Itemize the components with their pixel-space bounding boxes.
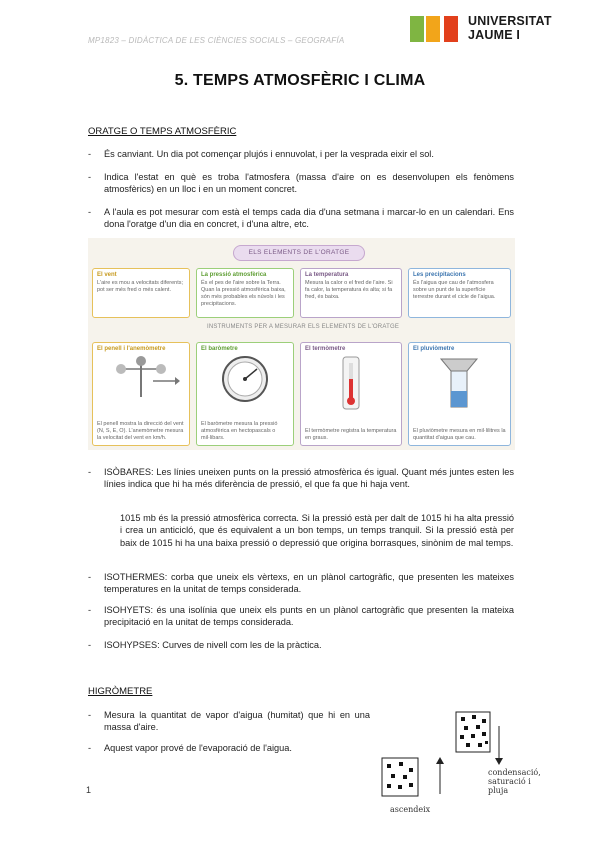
university-logo bbox=[410, 14, 580, 44]
weather-elements-infographic bbox=[88, 238, 515, 450]
element-card-pressure: La pressió atmosfèrica És el pes de l'aire sobre la Terra. Quan la pressió atmosfèrica baixa, són més probables els núvols i les precipitacions. bbox=[196, 268, 294, 318]
section-heading-weather: ORATGE O TEMPS ATMOSFÈRIC bbox=[88, 126, 237, 137]
section-heading-hygrometer: HIGRÒMETRE bbox=[88, 686, 153, 697]
air-mass-sketch bbox=[378, 708, 548, 823]
page-title: 5. TEMPS ATMOSFÈRIC I CLIMA bbox=[174, 72, 426, 89]
course-header: MP1823 – DIDÀCTICA DE LES CIÈNCIES SOCIALS – GEOGRAFÍA bbox=[88, 36, 345, 45]
bullet-item-isobares: - ISÒBARES: Les línies uneixen punts on la pressió atmosfèrica és igual. Quant més juntes esten les línies indica que hi ha més diferència de pressió, el que fa que hi haja vent. bbox=[104, 466, 514, 491]
instrument-card-barometer: El baròmetre El baròmetre mesura la pressió atmosfèrica en hectopascals o mil·libars. bbox=[196, 342, 294, 446]
bullet-item: - És canviant. Un dia pot començar plujós i ennuvolat, i per la vesprada eixir el sol. bbox=[104, 148, 514, 160]
bullet-item: - A l'aula es pot mesurar com està el temps cada dia d'una setmana i marcar-lo en un calendari. Ens dona l'oratge d'un dia en concret, i d'una altre, etc. bbox=[104, 206, 514, 231]
humid-particles bbox=[387, 762, 413, 789]
barometer-icon bbox=[205, 355, 285, 403]
bullet-item: - Mesura la quantitat de vapor d'aigua (humitat) que hi en una massa d'aire. bbox=[104, 709, 370, 734]
page-number: 1 bbox=[86, 785, 92, 795]
infographic-subtitle: INSTRUMENTS PER A MESURAR ELS ELEMENTS DE L'ORATGE bbox=[206, 324, 400, 330]
element-card-wind: El vent L'aire es mou a velocitats diferents; pot ser més fred o més calent. bbox=[92, 268, 190, 318]
instrument-card-pluviometer: El pluviòmetre El pluviòmetre mesura en mil·lilitres la quantitat d'aigua que cau. bbox=[408, 342, 511, 446]
thermometer-icon bbox=[309, 355, 393, 411]
bullet-item-isothermes: - ISOTHERMES: corba que uneix els vèrtexs, en un plànol cartogràfic, que presenten les mateixes temperatures en la unitat de temps considerada. bbox=[104, 571, 514, 596]
logo-j-orange bbox=[426, 16, 440, 42]
element-card-precipitation: Les precipitacions És l'aigua que cau de l'atmosfera sobre un punt de la superfície terrestre durant el cicle de l'aigua. bbox=[408, 268, 511, 318]
instrument-card-wind: El penell i l'anemòmetre El penell mostra la direcció del vent (N, S, E, O). L'anemòmetre mesura la velocitat del vent en km/h. bbox=[92, 342, 190, 446]
logo-u-green bbox=[410, 16, 424, 42]
logo-wordmark: UNIVERSITAT JAUME I bbox=[468, 14, 552, 42]
element-card-temperature: La temperatura Mesura la calor o el fred de l'aire. Si fa calor, la temperatura és alta; si fa fred, és baixa. bbox=[300, 268, 402, 318]
pluviometer-icon bbox=[417, 355, 501, 411]
infographic-title: ELS ELEMENTS DE L'ORATGE bbox=[233, 245, 365, 261]
condensation-label: condensació, saturació i pluja bbox=[488, 768, 541, 795]
isobares-detail: 1015 mb és la pressió atmosfèrica correcta. Si la pressió està per dalt de 1015 hi ha alta pressió i crea un anticicló, que és equivalent a un bon temps, un temps tranquil. Si la pressió està per baix de 1015 hi ha una baixa pressió o depressió que origina borrasques, sinònim de mal temps. bbox=[120, 513, 514, 548]
bullet-item-isohyets: - ISOHYETS: és una isolínia que uneix els punts en un plànol cartogràfic que presenten la mateixa precipitació en la unitat de temps considerada. bbox=[104, 604, 514, 629]
bullet-item: - Aquest vapor prové de l'evaporació de l'aigua. bbox=[104, 742, 370, 754]
logo-i-red bbox=[444, 16, 458, 42]
anemometer-icon bbox=[101, 355, 181, 399]
bullet-item-isohypses: - ISOHYPSES: Curves de nivell com les de la pràctica. bbox=[104, 639, 514, 651]
bullet-item: - Indica l'estat en què es troba l'atmosfera (massa d'aire on es desenvolupen els fenòmens atmosfèrics) en un lloc i en un moment concret. bbox=[104, 171, 514, 196]
ascent-label: ascendeix bbox=[390, 805, 431, 814]
saturated-particles bbox=[460, 715, 488, 747]
instrument-card-thermometer: El termòmetre El termòmetre registra la temperatura en graus. bbox=[300, 342, 402, 446]
